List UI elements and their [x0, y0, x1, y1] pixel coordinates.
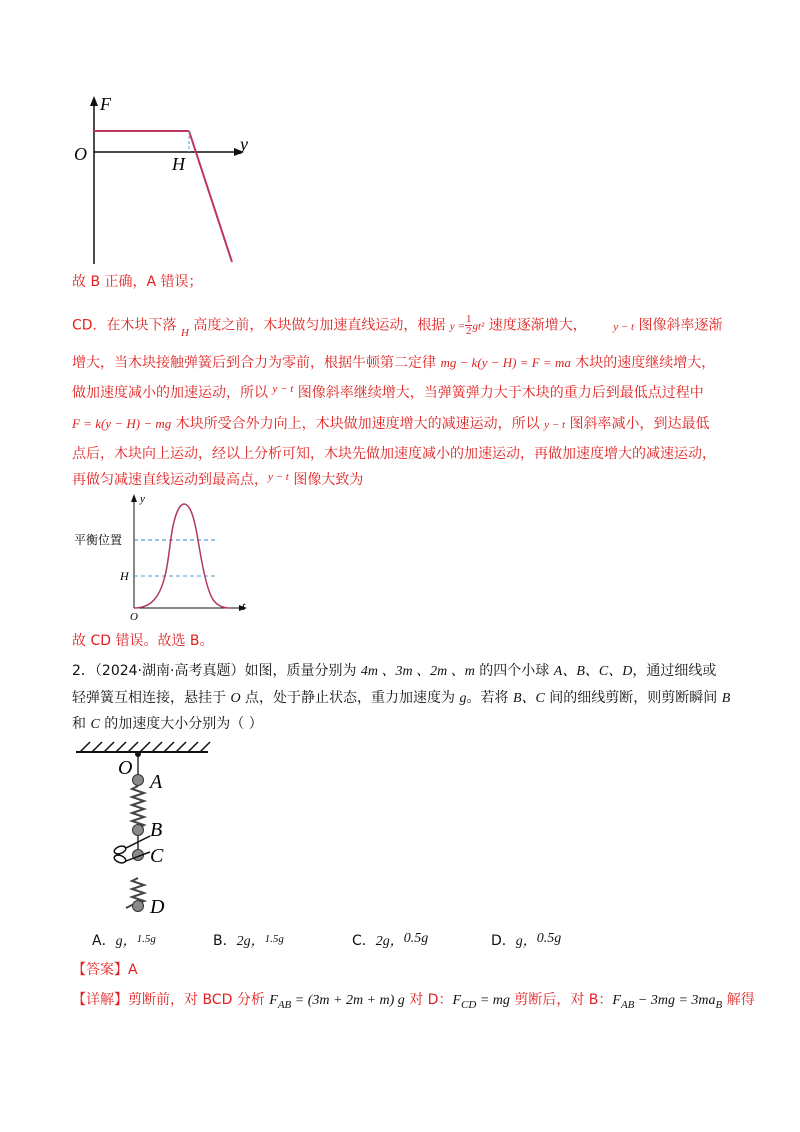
math-yt: y − t [268, 471, 289, 483]
eq-subscript: B [715, 998, 723, 1011]
point-label-O: O [118, 757, 133, 779]
option-letter: A． [92, 933, 116, 949]
solution-text: 速度逐渐增大， [484, 317, 587, 334]
eq-rest: = mg [476, 993, 510, 1008]
question-text: 如图，质量分别为 [244, 663, 361, 679]
question-line-1 [72, 661, 716, 682]
detail-text: 剪断后，对 B： [509, 992, 613, 1008]
axis-label-F: F [100, 94, 111, 114]
question-BC: B、C [512, 691, 545, 706]
question-text: 轻弹簧互相连接，悬挂于 [72, 690, 231, 706]
solution-text: 木块所受合外力向上，木块做加速度增大的减速运动，所以 [171, 416, 545, 432]
option-a[interactable] [92, 930, 156, 950]
option-letter: B． [213, 933, 237, 949]
ball-label-C: C [150, 845, 164, 867]
option-value: g， [115, 934, 137, 949]
eq-subscript: CD [461, 998, 477, 1011]
solution-text: 再做匀减速直线运动到最高点， [72, 472, 268, 488]
math-force: F = k(y − H) − mg [72, 416, 172, 431]
axis-label-y: y [140, 493, 145, 505]
solution-text: 图像大致为 [288, 472, 364, 488]
question-g: g [459, 691, 467, 706]
eq-rest: − 3mg = 3ma [634, 993, 716, 1008]
detail-text: 对 D： [404, 992, 453, 1008]
ball-label-D: D [150, 896, 165, 918]
solution-text: 故 B 正确，A 错误； [72, 274, 203, 290]
question-text: 间的细线剪断，则剪断瞬间 [544, 690, 722, 706]
option-b[interactable] [213, 930, 284, 950]
math-free-fall-left: y = [449, 320, 465, 333]
solution-line-2 [72, 314, 723, 337]
answer-line [72, 960, 138, 980]
solution-text: 木块的速度继续增大， [570, 355, 716, 371]
solution-text: 图斜率减小，到达最低 [565, 416, 710, 432]
option-letter: D． [491, 933, 516, 949]
math-newton: mg − k(y − H) = F = ma [440, 355, 571, 370]
fraction-denominator: 2 [465, 325, 472, 337]
equilibrium-label: 平衡位置 [74, 533, 123, 547]
detail-eq-2 [452, 993, 510, 1011]
solution-text: CD．在木块下落 [72, 317, 182, 334]
solution-text: 点后，木块向上运动，经以上分析可知，木块先做加速度减小的加速运动，再做加速度增大的减速运动， [72, 446, 716, 462]
math-H: H [181, 326, 189, 339]
question-text: ，通过细线或 [632, 663, 717, 679]
level-label-H: H [120, 569, 129, 583]
option-value: 2g， [375, 934, 404, 949]
eq-symbol: F [269, 993, 278, 1008]
solution-conclusion [72, 631, 214, 651]
math-yt: y − t [544, 419, 566, 431]
math-free-fall-right: gt² [472, 320, 485, 333]
option-value: 2g， [236, 934, 265, 949]
option-value: 1.5g [136, 933, 156, 945]
question-line-2 [72, 688, 730, 709]
solution-line-4 [72, 383, 704, 404]
axis-label-y: y [240, 134, 248, 154]
detail-text: 解得 [722, 992, 755, 1008]
origin-label: O [130, 611, 138, 622]
question-text: 的四个小球 [474, 663, 554, 679]
origin-label: O [74, 144, 87, 164]
option-value: 0.5g [403, 931, 429, 946]
solution-line-3 [72, 353, 715, 373]
eq-subscript: AB [620, 998, 635, 1011]
solution-text: 高度之前，木块做匀加速直线运动，根据 [188, 317, 450, 334]
option-value: 0.5g [536, 931, 562, 946]
fraction-numerator: 1 [465, 313, 472, 325]
point-label-H: H [172, 154, 185, 174]
scissors-icon [113, 836, 150, 864]
solution-text: 增大，当木块接触弹簧后到合力为零前，根据牛顿第二定律 [72, 355, 441, 371]
solution-text: 图像斜率继续增大，当弹簧弹力大于木块的重力后到最低点过程中 [293, 385, 704, 401]
solution-line-5 [72, 414, 709, 435]
answer-tag: 【答案】 [72, 962, 128, 978]
option-value: 1.5g [264, 933, 284, 945]
question-point-O: O [230, 691, 241, 706]
question-text: 和 [72, 716, 91, 732]
question-text: 的加速度大小分别为（ ） [99, 716, 263, 732]
question-text: 点，处于静止状态，重力加速度为 [240, 690, 460, 706]
detail-text: 剪断前，对 BCD 分析 [128, 992, 270, 1008]
solution-line-6 [72, 444, 716, 464]
question-line-3 [72, 714, 263, 735]
solution-text: 故 CD 错误。故选 B。 [72, 633, 214, 649]
eq-symbol: F [612, 993, 621, 1008]
math-yt: y − t [613, 320, 635, 333]
question-masses: 4m 、3m 、2m 、m [360, 664, 475, 679]
eq-subscript: AB [277, 998, 292, 1011]
eq-rest: = (3m + 2m + m) g [291, 993, 405, 1008]
detail-line [72, 990, 755, 1015]
option-d[interactable] [491, 930, 561, 950]
displacement-time-graph [72, 492, 252, 622]
ball-label-B: B [150, 819, 163, 841]
solution-line-7 [72, 470, 363, 491]
axis-label-t: t [242, 599, 246, 613]
question-number: 2． [72, 663, 95, 679]
solution-text: 图像斜率逐渐 [634, 317, 723, 334]
hanging-balls-diagram [72, 740, 222, 920]
question-source: （2024·湖南·高考真题） [94, 663, 245, 679]
option-c[interactable] [352, 930, 428, 950]
detail-eq-3 [612, 993, 723, 1011]
ball-label-A: A [150, 771, 163, 793]
question-text: 。若将 [466, 690, 513, 706]
solution-line-1 [72, 272, 203, 292]
question-balls: A、B、C、D [553, 664, 633, 679]
question-C: C [90, 717, 100, 732]
detail-tag: 【详解】 [72, 992, 128, 1008]
question-B: B [721, 691, 731, 706]
force-displacement-graph [68, 92, 258, 270]
answer-value: A [128, 962, 138, 978]
eq-symbol: F [452, 993, 462, 1008]
option-value: g， [515, 934, 537, 949]
solution-text: 做加速度减小的加速运动，所以 [72, 385, 273, 401]
math-yt: y − t [272, 383, 294, 395]
detail-eq-1 [269, 993, 405, 1011]
option-letter: C． [352, 933, 376, 949]
